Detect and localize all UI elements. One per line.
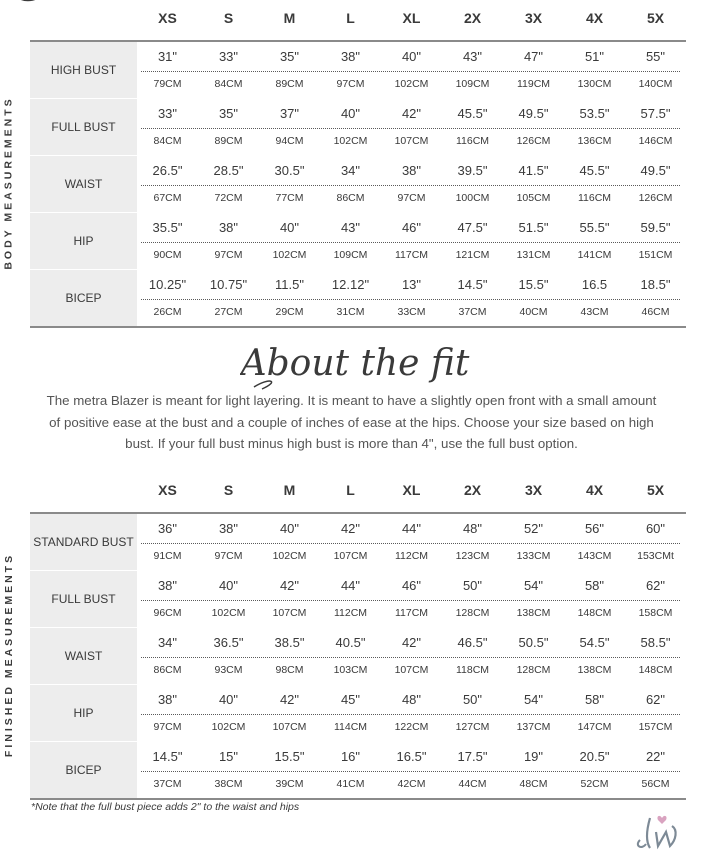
inch-value: 42" — [340, 521, 361, 536]
inch-value: 15.5" — [518, 277, 549, 292]
inch-value: 43" — [462, 49, 483, 64]
row-label: BICEP — [30, 270, 137, 326]
cm-value: 98CM — [275, 664, 304, 676]
cm-value: 116CM — [577, 192, 612, 204]
cm-value: 89CM — [275, 78, 304, 90]
cm-value: 118CM — [455, 664, 490, 676]
cm-value: 94CM — [275, 135, 304, 147]
inch-value: 35" — [279, 49, 300, 64]
inch-value: 40" — [401, 49, 422, 64]
inch-value: 40" — [340, 106, 361, 121]
cm-value: 128CM — [516, 664, 551, 676]
table-row — [30, 684, 686, 741]
row-values — [137, 742, 686, 798]
inch-value: 48" — [462, 521, 483, 536]
cm-value: 131CM — [516, 249, 551, 261]
size-col-2x: 2X — [463, 482, 482, 498]
row-label: HIP — [30, 685, 137, 741]
brand-logo — [632, 812, 684, 852]
inch-value: 62" — [645, 578, 666, 593]
cm-value: 86CM — [153, 664, 182, 676]
inch-value: 20.5" — [579, 749, 610, 764]
row-values — [137, 514, 686, 570]
cm-value: 140CM — [638, 78, 673, 90]
inch-value: 38" — [340, 49, 361, 64]
inch-value: 50.5" — [518, 635, 549, 650]
row-label: FULL BUST — [30, 571, 137, 627]
size-col-xl: XL — [402, 482, 421, 498]
inch-value: 14.5" — [457, 277, 488, 292]
cm-value: 112CM — [394, 550, 429, 562]
cm-value: 126CM — [516, 135, 551, 147]
inch-value: 33" — [218, 49, 239, 64]
inch-value: 14.5" — [152, 749, 183, 764]
size-col-xs: XS — [158, 10, 177, 26]
cm-value: 97CM — [336, 78, 365, 90]
inch-value: 38" — [157, 578, 178, 593]
table-row — [30, 98, 686, 155]
inch-value: 55" — [645, 49, 666, 64]
top-script-fragment — [6, 0, 136, 8]
inch-value: 44" — [401, 521, 422, 536]
inch-value: 51" — [584, 49, 605, 64]
cm-value: 114CM — [333, 721, 368, 733]
inch-value: 35.5" — [152, 220, 183, 235]
inch-value: 44" — [340, 578, 361, 593]
dotted-divider — [141, 128, 680, 129]
cm-value: 147CM — [577, 721, 612, 733]
inch-value: 31" — [157, 49, 178, 64]
cm-value: 102CM — [272, 550, 307, 562]
size-col-s: S — [223, 10, 234, 26]
inch-value: 16" — [340, 749, 361, 764]
cm-value: 107CM — [394, 664, 429, 676]
inch-value: 45" — [340, 692, 361, 707]
inch-value: 30.5" — [274, 163, 305, 178]
row-values — [137, 685, 686, 741]
inch-value: 40" — [279, 220, 300, 235]
finished-measurements-table — [30, 512, 686, 800]
body-section-label — [0, 40, 18, 326]
cm-value: 89CM — [214, 135, 243, 147]
cm-value: 43CM — [580, 306, 609, 318]
inch-value: 11.5" — [275, 277, 304, 292]
cm-value: 93CM — [214, 664, 243, 676]
inch-value: 16.5" — [396, 749, 427, 764]
cm-value: 117CM — [394, 607, 429, 619]
inch-value: 58.5" — [640, 635, 671, 650]
cm-value: 38CM — [214, 778, 243, 790]
row-values — [137, 270, 686, 326]
cm-value: 138CM — [577, 664, 612, 676]
inch-value: 37" — [279, 106, 300, 121]
inch-value: 55.5" — [579, 220, 610, 235]
inch-value: 12.12" — [331, 277, 370, 292]
row-values — [137, 571, 686, 627]
inch-value: 19" — [523, 749, 544, 764]
footnote: *Note that the full bust piece adds 2" to the waist and hips — [31, 801, 300, 813]
inch-value: 40" — [218, 578, 239, 593]
about-the-fit-text: The metra Blazer is meant for light layering. It is meant to have a slightly open front with a small amount of positive ease at the bust and a couple of inches of ease at the hips. Choose your size based on high bust. If your full bust minus high bust is more than 4", use the full bust option. — [46, 393, 657, 451]
size-col-5x: 5X — [646, 10, 665, 26]
cm-value: 109CM — [333, 249, 368, 261]
table-row — [30, 42, 686, 98]
cm-value: 97CM — [397, 192, 426, 204]
cm-value: 90CM — [153, 249, 182, 261]
dotted-divider — [141, 657, 680, 658]
cm-value: 107CM — [272, 607, 307, 619]
about-the-fit-title — [240, 337, 470, 395]
inch-value: 28.5" — [213, 163, 244, 178]
cm-value: 109CM — [455, 78, 490, 90]
cm-value: 102CM — [211, 721, 246, 733]
cm-value: 46CM — [641, 306, 670, 318]
inch-value: 45.5" — [579, 163, 610, 178]
inch-value: 59.5" — [640, 220, 671, 235]
inch-value: 40" — [279, 521, 300, 536]
inch-value: 42" — [279, 578, 300, 593]
inch-value: 17.5" — [457, 749, 488, 764]
inch-value: 60" — [645, 521, 666, 536]
cm-value: 128CM — [455, 607, 490, 619]
inch-value: 54.5" — [579, 635, 610, 650]
inch-value: 52" — [523, 521, 544, 536]
cm-value: 121CM — [455, 249, 490, 261]
inch-value: 40.5" — [335, 635, 366, 650]
inch-value: 22" — [645, 749, 666, 764]
row-values — [137, 628, 686, 684]
inch-value: 47" — [523, 49, 544, 64]
inch-value: 13" — [401, 277, 422, 292]
inch-value: 51.5" — [518, 220, 549, 235]
inch-value: 40" — [218, 692, 239, 707]
inch-value: 53.5" — [579, 106, 610, 121]
inch-value: 10.75" — [209, 277, 248, 292]
size-col-xs: XS — [158, 482, 177, 498]
inch-value: 57.5" — [640, 106, 671, 121]
inch-value: 15" — [218, 749, 239, 764]
dotted-divider — [141, 299, 680, 300]
cm-value: 77CM — [275, 192, 304, 204]
cm-value: 67CM — [153, 192, 182, 204]
cm-value: 44CM — [458, 778, 487, 790]
cm-value: 127CM — [455, 721, 490, 733]
inch-value: 50" — [462, 578, 483, 593]
inch-value: 26.5" — [152, 163, 183, 178]
dotted-divider — [141, 771, 680, 772]
inch-value: 42" — [279, 692, 300, 707]
cm-value: 151CM — [638, 249, 673, 261]
cm-value: 97CM — [214, 550, 243, 562]
cm-value: 37CM — [153, 778, 182, 790]
cm-value: 33CM — [397, 306, 426, 318]
table-row — [30, 570, 686, 627]
size-col-l: L — [346, 482, 355, 498]
inch-value: 33" — [157, 106, 178, 121]
table-row — [30, 741, 686, 798]
cm-value: 123CM — [455, 550, 490, 562]
finished-size-header — [137, 482, 686, 504]
inch-value: 49.5" — [518, 106, 549, 121]
inch-value: 10.25" — [148, 277, 187, 292]
cm-value: 138CM — [516, 607, 551, 619]
cm-value: 102CM — [272, 249, 307, 261]
cm-value: 116CM — [455, 135, 490, 147]
cm-value: 39CM — [275, 778, 304, 790]
inch-value: 34" — [157, 635, 178, 650]
cm-value: 102CM — [211, 607, 246, 619]
cm-value: 52CM — [580, 778, 609, 790]
inch-value: 41.5" — [518, 163, 549, 178]
inch-value: 43" — [340, 220, 361, 235]
table-row — [30, 514, 686, 570]
size-col-s: S — [223, 482, 234, 498]
inch-value: 47.5" — [457, 220, 488, 235]
cm-value: 157CM — [638, 721, 673, 733]
table-row — [30, 212, 686, 269]
inch-value: 58" — [584, 578, 605, 593]
table-row — [30, 627, 686, 684]
inch-value: 38.5" — [274, 635, 305, 650]
cm-value: 29CM — [275, 306, 304, 318]
cm-value: 158CM — [638, 607, 673, 619]
dotted-divider — [141, 714, 680, 715]
inch-value: 46" — [401, 220, 422, 235]
cm-value: 31CM — [336, 306, 365, 318]
size-col-3x: 3X — [524, 10, 543, 26]
inch-value: 56" — [584, 521, 605, 536]
cm-value: 41CM — [336, 778, 365, 790]
cm-value: 42CM — [397, 778, 426, 790]
inch-value: 38" — [401, 163, 422, 178]
cm-value: 91CM — [153, 550, 182, 562]
cm-value: 148CM — [577, 607, 612, 619]
size-col-4x: 4X — [585, 482, 604, 498]
inch-value: 46" — [401, 578, 422, 593]
cm-value: 72CM — [214, 192, 243, 204]
cm-value: 79CM — [153, 78, 182, 90]
table-row — [30, 155, 686, 212]
cm-value: 148CM — [638, 664, 673, 676]
row-label: FULL BUST — [30, 99, 137, 155]
cm-value: 122CM — [394, 721, 429, 733]
cm-value: 102CM — [333, 135, 368, 147]
inch-value: 16.5 — [581, 277, 608, 292]
body-measurements-table — [30, 40, 686, 328]
cm-value: 97CM — [214, 249, 243, 261]
cm-value: 146CM — [638, 135, 673, 147]
cm-value: 100CM — [455, 192, 490, 204]
inch-value: 45.5" — [457, 106, 488, 121]
finished-section-label — [0, 512, 18, 798]
row-label: HIP — [30, 213, 137, 269]
cm-value: 137CM — [516, 721, 551, 733]
about-title-text: About the fit — [240, 343, 470, 384]
cm-value: 107CM — [272, 721, 307, 733]
inch-value: 42" — [401, 635, 422, 650]
size-col-4x: 4X — [585, 10, 604, 26]
cm-value: 141CM — [577, 249, 612, 261]
inch-value: 39.5" — [457, 163, 488, 178]
cm-value: 117CM — [394, 249, 429, 261]
inch-value: 35" — [218, 106, 239, 121]
inch-value: 54" — [523, 578, 544, 593]
inch-value: 38" — [157, 692, 178, 707]
inch-value: 36.5" — [213, 635, 244, 650]
inch-value: 50" — [462, 692, 483, 707]
row-values — [137, 99, 686, 155]
cm-value: 97CM — [153, 721, 182, 733]
row-label: WAIST — [30, 156, 137, 212]
cm-value: 48CM — [519, 778, 548, 790]
cm-value: 56CM — [641, 778, 670, 790]
dotted-divider — [141, 185, 680, 186]
table-row — [30, 269, 686, 326]
row-values — [137, 156, 686, 212]
row-label: STANDARD BUST — [30, 514, 137, 570]
cm-value: 27CM — [214, 306, 243, 318]
size-col-2x: 2X — [463, 10, 482, 26]
row-label: WAIST — [30, 628, 137, 684]
inch-value: 15.5" — [274, 749, 305, 764]
inch-value: 62" — [645, 692, 666, 707]
size-col-l: L — [346, 10, 355, 26]
size-col-3x: 3X — [524, 482, 543, 498]
dotted-divider — [141, 543, 680, 544]
finished-section-label-text: FINISHED MEASUREMENTS — [3, 552, 15, 758]
inch-value: 54" — [523, 692, 544, 707]
row-values — [137, 213, 686, 269]
cm-value: 130CM — [577, 78, 612, 90]
cm-value: 26CM — [153, 306, 182, 318]
size-col-m: M — [283, 482, 296, 498]
row-values — [137, 42, 686, 98]
inch-value: 42" — [401, 106, 422, 121]
inch-value: 49.5" — [640, 163, 671, 178]
inch-value: 46.5" — [457, 635, 488, 650]
size-col-xl: XL — [402, 10, 421, 26]
cm-value: 153CMt — [637, 550, 674, 562]
cm-value: 107CM — [394, 135, 429, 147]
cm-value: 96CM — [153, 607, 182, 619]
row-label: HIGH BUST — [30, 42, 137, 98]
cm-value: 86CM — [336, 192, 365, 204]
cm-value: 136CM — [577, 135, 612, 147]
size-col-m: M — [283, 10, 296, 26]
dotted-divider — [141, 242, 680, 243]
size-col-5x: 5X — [646, 482, 665, 498]
cm-value: 84CM — [214, 78, 243, 90]
cm-value: 84CM — [153, 135, 182, 147]
row-label: BICEP — [30, 742, 137, 798]
inch-value: 38" — [218, 220, 239, 235]
cm-value: 143CM — [577, 550, 612, 562]
inch-value: 34" — [340, 163, 361, 178]
dotted-divider — [141, 71, 680, 72]
cm-value: 126CM — [638, 192, 673, 204]
cm-value: 133CM — [516, 550, 551, 562]
inch-value: 58" — [584, 692, 605, 707]
cm-value: 103CM — [333, 664, 368, 676]
inch-value: 48" — [401, 692, 422, 707]
inch-value: 18.5" — [640, 277, 671, 292]
inch-value: 36" — [157, 521, 178, 536]
cm-value: 112CM — [333, 607, 368, 619]
cm-value: 107CM — [333, 550, 368, 562]
body-section-label-text: BODY MEASUREMENTS — [3, 96, 16, 270]
dotted-divider — [141, 600, 680, 601]
body-size-header — [137, 10, 686, 32]
inch-value: 38" — [218, 521, 239, 536]
cm-value: 37CM — [458, 306, 487, 318]
cm-value: 105CM — [516, 192, 551, 204]
cm-value: 102CM — [394, 78, 429, 90]
cm-value: 119CM — [516, 78, 551, 90]
cm-value: 40CM — [519, 306, 548, 318]
